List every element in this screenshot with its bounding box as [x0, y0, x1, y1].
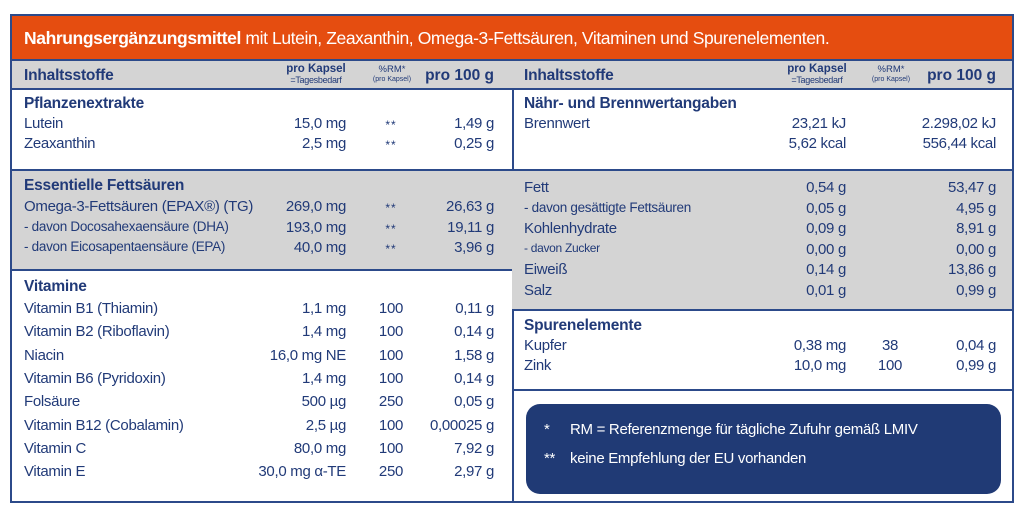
table-row: [512, 241, 1012, 261]
section-title: Essentielle Fettsäuren: [24, 177, 185, 194]
left-column-header: [12, 61, 512, 90]
ingredient-name: - davon Eicosapentaensäure (EPA): [24, 239, 226, 254]
ingredient-name: Vitamin E: [24, 463, 86, 481]
section-plant-extracts: [12, 90, 512, 171]
section-vitamins: [12, 271, 512, 501]
table-row: [12, 115, 512, 135]
table-row: [512, 135, 1012, 155]
per-100g-value: 26,63 g: [446, 198, 494, 215]
ingredient-name: Eiweiß: [524, 261, 568, 279]
ingredient-name: Brennwert: [524, 115, 590, 132]
per-100g-value: 0,00 g: [956, 240, 996, 258]
table-row: [512, 179, 1012, 199]
header-rm-percent: %RM* (pro Kapsel): [871, 64, 911, 83]
ingredient-name: Folsäure: [24, 393, 80, 411]
rm-percent-value: 38: [881, 337, 899, 354]
table-row: [12, 440, 512, 460]
table-row: [12, 347, 512, 367]
table-row: [512, 115, 1012, 135]
rm-percent-value: 250: [378, 393, 404, 411]
table-row: [12, 198, 512, 218]
product-description: mit Lutein, Zeaxanthin, Omega-3-Fettsäuren, Vitaminen und Spurenelementen.: [240, 28, 830, 48]
ingredient-name: - davon Zucker: [524, 240, 600, 255]
right-column: [512, 61, 1012, 501]
table-row: [12, 135, 512, 155]
per-capsule-value: 40,0 mg: [293, 239, 346, 256]
per-100g-value: 2.298,02 kJ: [921, 115, 996, 132]
per-capsule-value: 0,38 mg: [793, 337, 846, 354]
per-capsule-value: 80,0 mg: [293, 439, 346, 457]
table-row: [12, 219, 512, 239]
section-nutrition-energy: [512, 90, 1012, 171]
table-row: [12, 239, 512, 259]
left-column: [12, 61, 514, 501]
per-capsule-value: 15,0 mg: [293, 115, 346, 132]
ingredient-name: Fett: [524, 179, 549, 196]
table-row: [512, 357, 1012, 377]
per-capsule-value: 0,09 g: [806, 220, 846, 238]
footnote-no-eu-recommendation: ** keine Empfehlung der EU vorhanden: [544, 450, 807, 467]
rm-percent-value: 100: [378, 346, 404, 364]
per-capsule-value: 0,54 g: [806, 179, 846, 196]
ingredient-name: Salz: [524, 282, 552, 299]
per-100g-value: 53,47 g: [948, 179, 996, 196]
per-capsule-value: 269,0 mg: [285, 198, 346, 215]
per-capsule-value: 5,62 kcal: [788, 135, 846, 152]
ingredient-name: Lutein: [24, 115, 64, 132]
header-per-capsule: pro Kapsel =Tagesbedarf: [286, 63, 346, 85]
table-row: [512, 220, 1012, 240]
per-100g-value: 7,92 g: [454, 439, 494, 457]
header-rm-percent: %RM* (pro Kapsel): [372, 64, 412, 83]
per-capsule-value: 500 µg: [301, 393, 346, 411]
rm-percent-value: **: [385, 221, 397, 236]
rm-percent-value: **: [385, 138, 397, 152]
per-100g-value: 0,00025 g: [429, 416, 494, 434]
ingredient-name: - davon Docosahexaensäure (DHA): [24, 218, 229, 234]
per-100g-value: 1,49 g: [454, 115, 494, 132]
header-per-100g: pro 100 g: [927, 67, 996, 84]
right-column-header: [512, 61, 1012, 90]
ingredient-name: Vitamin B1 (Thiamin): [24, 300, 158, 317]
per-100g-value: 4,95 g: [956, 199, 996, 217]
table-row: [12, 417, 512, 437]
table-row: [512, 337, 1012, 357]
per-100g-value: 0,25 g: [454, 135, 494, 152]
section-title: Spurenelemente: [524, 317, 642, 334]
per-capsule-value: 0,00 g: [806, 240, 846, 258]
ingredient-name: Vitamin B12 (Cobalamin): [24, 416, 184, 434]
per-100g-value: 0,99 g: [956, 282, 996, 299]
per-100g-value: 556,44 kcal: [922, 135, 996, 152]
rm-percent-value: 100: [378, 300, 404, 317]
rm-percent-value: 100: [378, 323, 404, 341]
per-capsule-value: 0,01 g: [806, 282, 846, 299]
per-100g-value: 13,86 g: [948, 261, 996, 279]
ingredient-name: - davon gesättigte Fettsäuren: [524, 199, 691, 215]
per-capsule-value: 1,4 mg: [301, 323, 346, 341]
per-100g-value: 3,96 g: [454, 239, 494, 256]
ingredient-name: Omega-3-Fettsäuren (EPAX®) (TG): [24, 198, 254, 215]
rm-percent-value: 100: [378, 369, 404, 387]
table-row: [512, 282, 1012, 302]
ingredient-name: Kupfer: [524, 337, 567, 354]
per-capsule-value: 23,21 kJ: [791, 115, 846, 132]
per-capsule-value: 1,4 mg: [301, 369, 346, 387]
section-title: Pflanzenextrakte: [24, 95, 144, 112]
header-per-capsule: pro Kapsel =Tagesbedarf: [787, 63, 847, 85]
product-title: [12, 16, 1012, 61]
section-macronutrients: [512, 171, 1012, 311]
table-row: [12, 370, 512, 390]
per-capsule-value: 2,5 µg: [305, 416, 346, 434]
per-100g-value: 0,14 g: [454, 323, 494, 341]
per-capsule-value: 0,05 g: [806, 199, 846, 217]
table-row: [12, 463, 512, 483]
ingredient-name: Vitamin B2 (Riboflavin): [24, 323, 170, 341]
rm-percent-value: **: [385, 118, 397, 132]
per-capsule-value: 10,0 mg: [793, 357, 846, 374]
per-100g-value: 2,97 g: [454, 463, 494, 481]
per-capsule-value: 2,5 mg: [301, 135, 346, 152]
ingredient-name: Niacin: [24, 346, 64, 364]
per-capsule-value: 30,0 mg α-TE: [258, 463, 346, 481]
section-title: Vitamine: [24, 278, 87, 295]
header-ingredients: Inhaltsstoffe: [524, 67, 614, 84]
ingredient-name: Vitamin B6 (Pyridoxin): [24, 369, 166, 387]
per-capsule-value: 0,14 g: [806, 261, 846, 279]
per-capsule-value: 1,1 mg: [301, 300, 346, 317]
per-100g-value: 0,04 g: [956, 337, 996, 354]
per-100g-value: 19,11 g: [447, 218, 494, 236]
ingredient-name: Zeaxanthin: [24, 135, 96, 152]
per-100g-value: 0,11 g: [455, 300, 494, 317]
per-100g-value: 0,14 g: [454, 369, 494, 387]
header-per-100g: pro 100 g: [425, 67, 494, 84]
per-100g-value: 0,05 g: [454, 393, 494, 411]
rm-percent-value: **: [385, 201, 397, 215]
table-row: [12, 393, 512, 413]
header-ingredients: Inhaltsstoffe: [24, 67, 114, 84]
supplement-facts-table: [10, 14, 1014, 503]
rm-percent-value: 100: [378, 416, 404, 434]
section-trace-elements: [512, 311, 1012, 391]
table-row: [12, 323, 512, 343]
per-100g-value: 1,58 g: [454, 346, 494, 364]
product-category: Nahrungsergänzungsmittel: [24, 28, 241, 48]
table-row: [512, 261, 1012, 281]
per-100g-value: 8,91 g: [956, 220, 996, 238]
rm-percent-value: 100: [378, 439, 404, 457]
rm-percent-value: 100: [877, 357, 903, 374]
rm-percent-value: **: [385, 242, 397, 256]
ingredient-name: Zink: [524, 357, 552, 374]
ingredient-name: Vitamin C: [24, 439, 87, 457]
footnote-box: [526, 404, 1001, 494]
rm-percent-value: 250: [378, 463, 404, 481]
section-title: Nähr- und Brennwertangaben: [524, 95, 737, 112]
section-fatty-acids: [12, 171, 512, 271]
table-row: [12, 300, 512, 320]
per-capsule-value: 16,0 mg NE: [269, 346, 346, 364]
table-row: [512, 200, 1012, 220]
per-capsule-value: 193,0 mg: [285, 218, 346, 236]
ingredient-name: Kohlenhydrate: [524, 220, 617, 238]
per-100g-value: 0,99 g: [956, 357, 996, 374]
footnote-rm: * RM = Referenzmenge für tägliche Zufuhr gemäß LMIV: [544, 421, 918, 438]
